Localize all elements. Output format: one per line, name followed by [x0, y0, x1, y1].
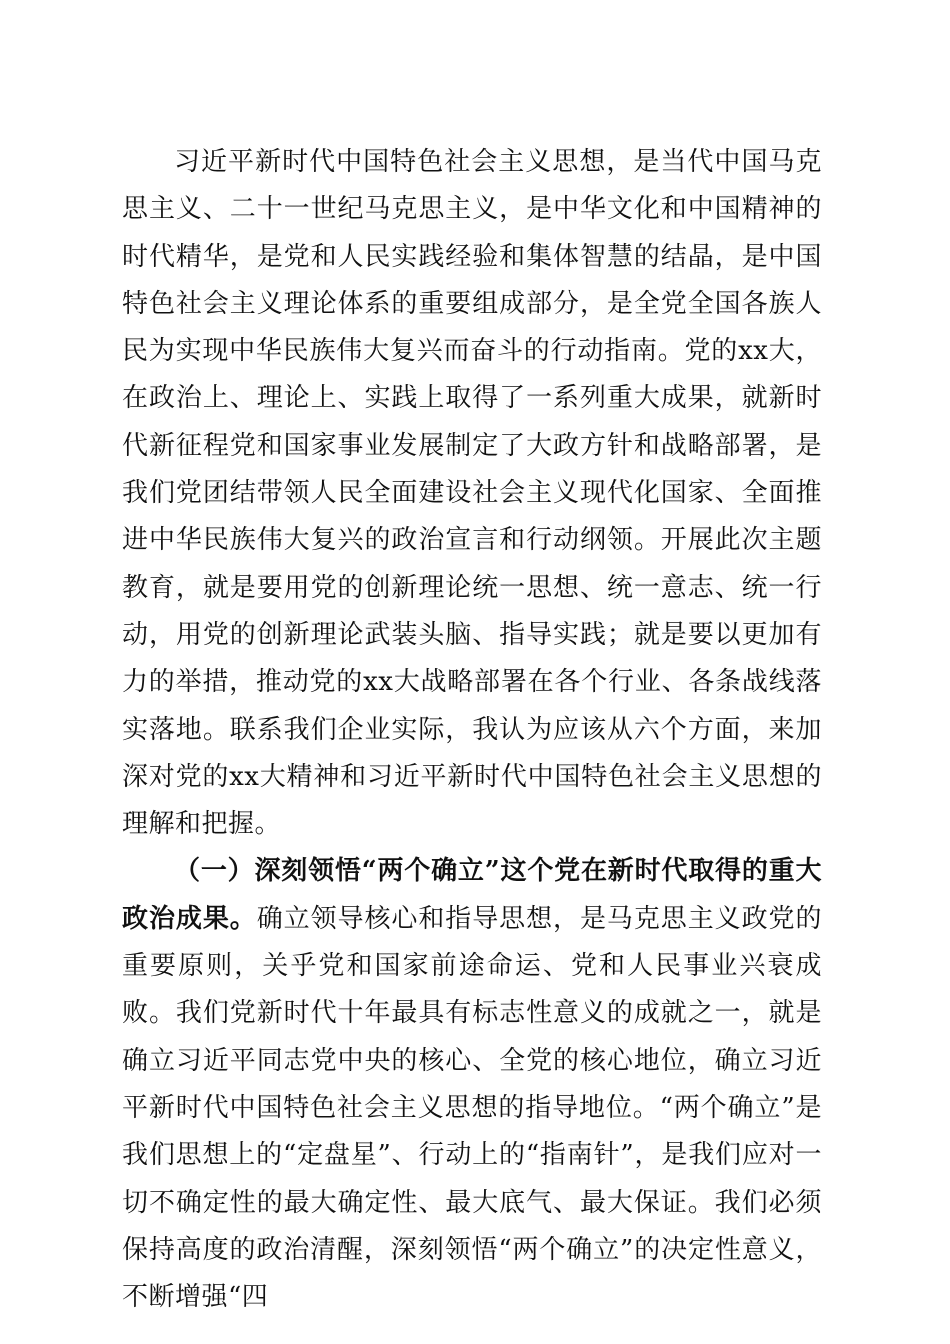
section-1-heading: （一）深刻领悟“两个确立”这个党在新时代取得的重大政治成果。 — [122, 856, 822, 934]
document-body — [122, 139, 822, 1321]
paragraph-section-1 — [122, 848, 822, 1321]
paragraph-intro-text: 习近平新时代中国特色社会主义思想，是当代中国马克思主义、二十一世纪马克思主义，是中华文化和中国精神的时代精华，是党和人民实践经验和集体智慧的结晶，是中国特色社会主义理论体系的重要组成部分，是全党全国各族人民为实现中华民族伟大复兴而奋斗的行动指南。党的xx大，在政治上、理论上、实践上取得了一系列重大成果，就新时代新征程党和国家事业发展制定了大政方针和战略部署，是我们党团结带领人民全面建设社会主义现代化国家、全面推进中华民族伟大复兴的政治宣言和行动纲领。开展此次主题教育，就是要用党的创新理论统一思想、统一意志、统一行动，用党的创新理论武装头脑、指导实践；就是要以更加有力的举措，推动党的xx大战略部署在各个行业、各条战线落实落地。联系我们企业实际，我认为应该从六个方面，来加深对党的xx大精神和习近平新时代中国特色社会主义思想的理解和把握。 — [122, 147, 822, 840]
section-1-text: 确立领导核心和指导思想，是马克思主义政党的重要原则，关乎党和国家前途命运、党和人民事业兴衰成败。我们党新时代十年最具有标志性意义的成就之一，就是确立习近平同志党中央的核心、全党的核心地位，确立习近平新时代中国特色社会主义思想的指导地位。“两个确立”是我们思想上的“定盘星”、行动上的“指南针”，是我们应对一切不确定性的最大确定性、最大底气、最大保证。我们必须保持高度的政治清醒，深刻领悟“两个确立”的决定性意义，不断增强“四 — [122, 903, 822, 1313]
paragraph-intro — [122, 139, 822, 848]
